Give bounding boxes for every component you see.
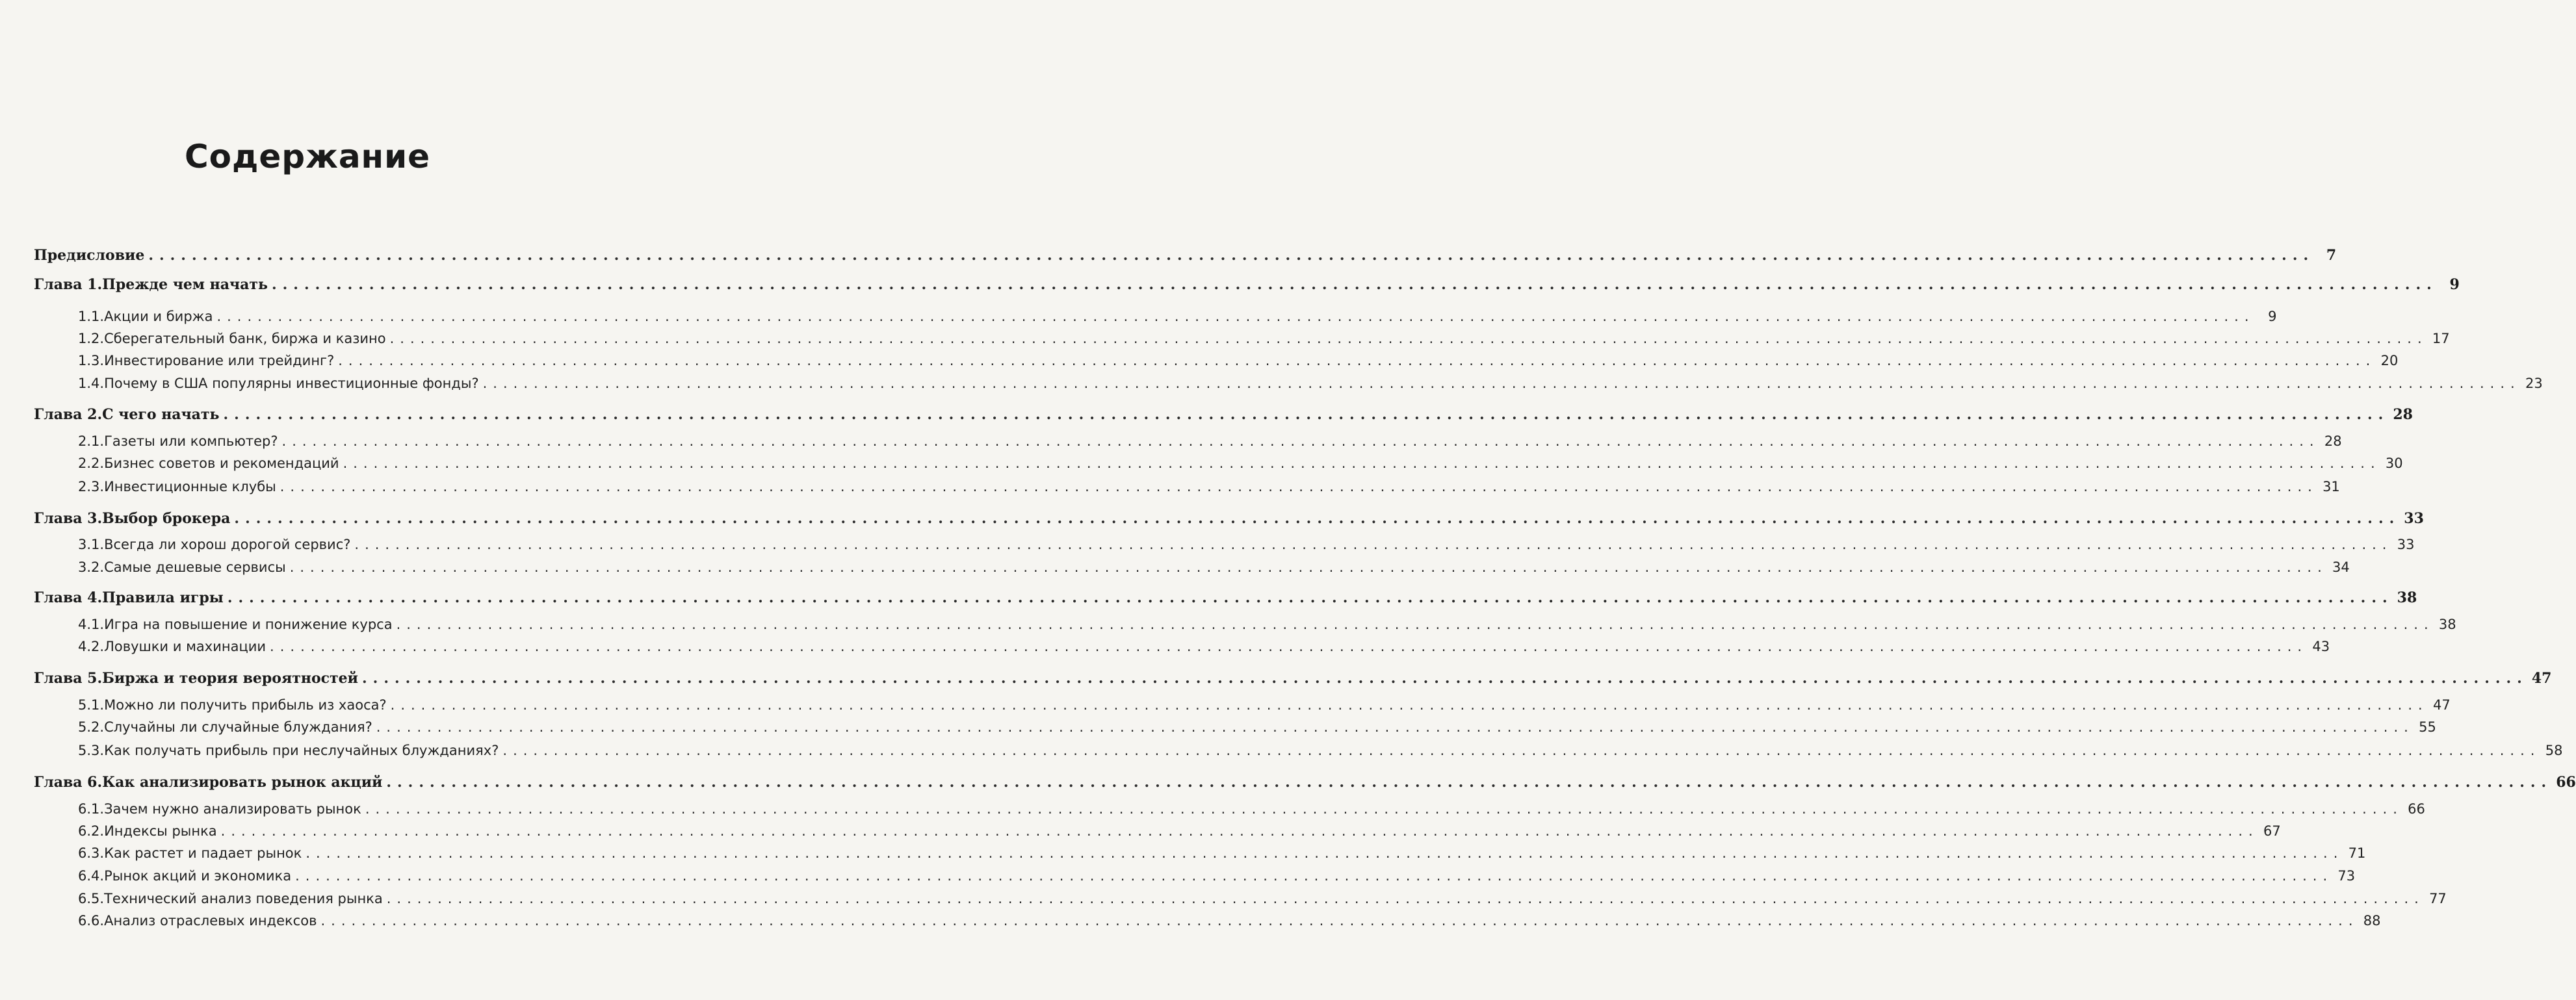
section-number: 2.3. xyxy=(78,479,105,494)
page-number: 58 xyxy=(2545,743,2563,758)
toc-section-row xyxy=(78,801,2425,825)
page-number: 9 xyxy=(2449,276,2460,293)
page-number: 66 xyxy=(2556,774,2576,791)
dot-leader: ........................................................................................................................................................................................................ xyxy=(270,639,2308,654)
section-title: Как растет и падает рынок xyxy=(104,845,302,861)
section-title: Почему в США популярны инвестиционные фонды? xyxy=(104,376,479,391)
page-number: 17 xyxy=(2432,331,2450,346)
dot-leader: ........................................................................................................................................................................................................ xyxy=(386,774,2553,791)
section-number: 6.2. xyxy=(78,823,105,839)
page-number: 43 xyxy=(2312,639,2330,654)
page-number: 47 xyxy=(2531,670,2552,687)
section-title: Индексы рынка xyxy=(104,823,217,839)
section-number: 3.1. xyxy=(78,537,105,552)
dot-leader: ........................................................................................................................................................................................................ xyxy=(482,376,2521,391)
section-number: 2.2. xyxy=(78,455,105,471)
dot-leader: ........................................................................................................................................................................................................ xyxy=(227,589,2393,606)
toc-section-row xyxy=(78,719,2436,743)
section-title: Технический анализ поведения рынка xyxy=(104,891,383,906)
page-number: 20 xyxy=(2380,353,2399,368)
section-number: 1.4. xyxy=(78,376,105,391)
dot-leader: ........................................................................................................................................................................................................ xyxy=(234,510,2400,527)
toc-chapter-row xyxy=(34,589,2417,613)
page-number: 23 xyxy=(2525,376,2543,391)
chapter-title: Предисловие xyxy=(34,247,145,264)
section-title: Инвестирование или трейдинг? xyxy=(104,353,335,368)
section-number: 6.6. xyxy=(78,913,105,929)
page-title: Содержание xyxy=(184,138,431,175)
page-number: 28 xyxy=(2324,433,2342,449)
dot-leader: ........................................................................................................................................................................................................ xyxy=(396,617,2434,632)
section-number: 2.1. xyxy=(78,433,105,449)
dot-leader: ........................................................................................................................................................................................................ xyxy=(343,455,2381,471)
chapter-title: С чего начать xyxy=(102,406,220,423)
chapter-number: Глава 3. xyxy=(34,510,103,527)
page-number: 66 xyxy=(2408,801,2425,817)
section-number: 5.2. xyxy=(78,719,105,735)
chapter-number: Глава 1. xyxy=(34,276,103,293)
toc-section-row xyxy=(78,309,2277,332)
section-number: 6.4. xyxy=(78,868,105,884)
page-number: 67 xyxy=(2263,823,2281,839)
page-number: 28 xyxy=(2393,406,2413,423)
section-title: Бизнес советов и рекомендаций xyxy=(104,455,339,471)
toc-section-row xyxy=(78,479,2340,502)
page-number: 55 xyxy=(2419,719,2436,735)
section-title: Самые дешевые сервисы xyxy=(104,559,286,575)
page-number: 31 xyxy=(2322,479,2340,494)
dot-leader: ........................................................................................................................................................................................................ xyxy=(389,331,2428,346)
section-number: 6.1. xyxy=(78,801,105,817)
page-number: 7 xyxy=(2326,247,2337,264)
section-title: Сберегательный банк, биржа и казино xyxy=(104,331,386,346)
page-number: 71 xyxy=(2348,845,2366,861)
section-title: Инвестиционные клубы xyxy=(104,479,276,494)
page-number: 38 xyxy=(2397,589,2417,606)
page-number: 33 xyxy=(2397,537,2415,552)
section-number: 5.1. xyxy=(78,697,105,713)
dot-leader: ........................................................................................................................................................................................................ xyxy=(148,247,2315,264)
toc-section-row xyxy=(78,823,2281,847)
page-number: 73 xyxy=(2337,868,2356,884)
toc-section-row xyxy=(78,743,2563,766)
toc-section-row xyxy=(78,697,2451,721)
toc-section-row xyxy=(78,617,2456,640)
section-title: Акции и биржа xyxy=(104,309,213,324)
page-number: 33 xyxy=(2404,510,2424,527)
toc-section-row xyxy=(78,433,2342,457)
chapter-title: Выбор брокера xyxy=(102,510,231,527)
page-number: 9 xyxy=(2268,309,2277,324)
chapter-title: Как анализировать рынок акций xyxy=(102,774,383,791)
section-title: Как получать прибыль при неслучайных блужданиях? xyxy=(104,743,499,758)
toc-chapter-row xyxy=(34,276,2460,300)
dot-leader: ........................................................................................................................................................................................................ xyxy=(365,801,2403,817)
section-title: Ловушки и махинации xyxy=(104,639,267,654)
dot-leader: ........................................................................................................................................................................................................ xyxy=(354,537,2393,552)
toc-section-row xyxy=(78,891,2447,914)
toc-chapter-row xyxy=(34,247,2337,270)
toc-section-row xyxy=(78,639,2330,662)
toc-section-row xyxy=(78,913,2381,936)
section-number: 4.1. xyxy=(78,617,105,632)
chapter-number: Глава 4. xyxy=(34,589,103,606)
chapter-number: Глава 6. xyxy=(34,774,103,791)
section-title: Всегда ли хорош дорогой сервис? xyxy=(104,537,351,552)
toc-section-row xyxy=(78,559,2350,583)
dot-leader: ........................................................................................................................................................................................................ xyxy=(280,479,2318,494)
section-title: Рынок акций и экономика xyxy=(104,868,292,884)
chapter-title: Прежде чем начать xyxy=(102,276,268,293)
toc-chapter-row xyxy=(34,774,2576,797)
section-title: Можно ли получить прибыль из хаоса? xyxy=(104,697,387,713)
dot-leader: ........................................................................................................................................................................................................ xyxy=(271,276,2438,293)
section-number: 6.3. xyxy=(78,845,105,861)
page-number: 34 xyxy=(2332,559,2350,575)
dot-leader: ........................................................................................................................................................................................................ xyxy=(223,406,2389,423)
dot-leader: ........................................................................................................................................................................................................ xyxy=(390,697,2428,713)
dot-leader: ........................................................................................................................................................................................................ xyxy=(216,309,2255,324)
page-number: 30 xyxy=(2385,455,2403,471)
dot-leader: ........................................................................................................................................................................................................ xyxy=(376,719,2414,735)
section-number: 1.1. xyxy=(78,309,105,324)
chapter-title: Правила игры xyxy=(102,589,224,606)
toc-section-row xyxy=(78,353,2399,376)
page-number: 77 xyxy=(2429,891,2447,906)
page-number: 88 xyxy=(2363,913,2381,929)
chapter-title: Биржа и теория вероятностей xyxy=(102,670,358,687)
dot-leader: ........................................................................................................................................................................................................ xyxy=(295,868,2334,884)
dot-leader: ........................................................................................................................................................................................................ xyxy=(220,823,2259,839)
toc-section-row xyxy=(78,376,2543,399)
page-number: 38 xyxy=(2438,617,2456,632)
section-title: Случайны ли случайные блуждания? xyxy=(104,719,372,735)
chapter-number: Глава 5. xyxy=(34,670,103,687)
section-number: 3.2. xyxy=(78,559,105,575)
dot-leader: ........................................................................................................................................................................................................ xyxy=(281,433,2320,449)
dot-leader: ........................................................................................................................................................................................................ xyxy=(386,891,2425,906)
toc-chapter-row xyxy=(34,406,2413,429)
toc-section-row xyxy=(78,845,2366,869)
section-number: 4.2. xyxy=(78,639,105,654)
section-number: 5.3. xyxy=(78,743,105,758)
dot-leader: ........................................................................................................................................................................................................ xyxy=(362,670,2528,687)
toc-section-row xyxy=(78,868,2356,891)
dot-leader: ........................................................................................................................................................................................................ xyxy=(338,353,2376,368)
section-number: 1.2. xyxy=(78,331,105,346)
section-number: 1.3. xyxy=(78,353,105,368)
toc-section-row xyxy=(78,537,2415,560)
toc-section-row xyxy=(78,455,2403,479)
page-number: 47 xyxy=(2432,697,2451,713)
toc-chapter-row xyxy=(34,510,2424,533)
section-number: 6.5. xyxy=(78,891,105,906)
dot-leader: ........................................................................................................................................................................................................ xyxy=(320,913,2359,929)
toc-chapter-row xyxy=(34,670,2552,693)
toc-section-row xyxy=(78,331,2450,354)
section-title: Зачем нужно анализировать рынок xyxy=(104,801,361,817)
dot-leader: ........................................................................................................................................................................................................ xyxy=(289,559,2328,575)
section-title: Игра на повышение и понижение курса xyxy=(104,617,393,632)
dot-leader: ........................................................................................................................................................................................................ xyxy=(502,743,2541,758)
chapter-number: Глава 2. xyxy=(34,406,103,423)
section-title: Анализ отраслевых индексов xyxy=(104,913,317,929)
dot-leader: ........................................................................................................................................................................................................ xyxy=(306,845,2344,861)
section-title: Газеты или компьютер? xyxy=(104,433,278,449)
